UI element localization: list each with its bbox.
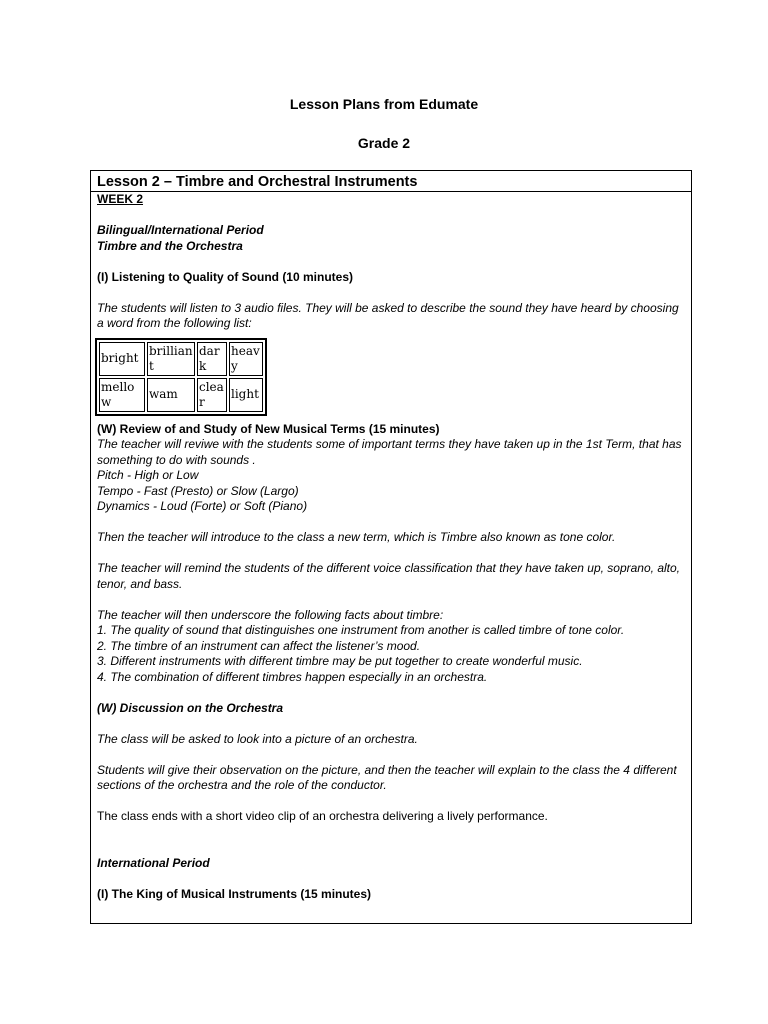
term-item: Pitch - High or Low <box>97 468 199 482</box>
fact-item: 4. The combination of different timbres happen especially in an orchestra. <box>97 669 488 684</box>
section1-title: (I) Listening to Quality of Sound (10 minutes) <box>97 269 353 284</box>
section2-title: (W) Review of and Study of New Musical Terms (15 minutes) <box>97 421 440 436</box>
lesson-subtitle: Timbre and the Orchestra <box>97 238 243 253</box>
word-cell: light <box>229 378 263 412</box>
term-item: Dynamics - Loud (Forte) or Soft (Piano) <box>97 499 308 513</box>
fact-item: 2. The timbre of an instrument can affect the listener’s mood. <box>97 638 421 653</box>
lesson-box <box>90 170 692 924</box>
section2-intro: The teacher will reviwe with the students some of important terms they have taken up in the 1st Term, that has something to do with sounds . <box>97 437 682 467</box>
word-cell: heavy <box>229 342 263 376</box>
document-title: Lesson Plans from Edumate <box>289 96 479 112</box>
voice-text: The teacher will remind the students of the different voice classification that they have taken up, soprano, alto, tenor, and bass. <box>97 561 680 591</box>
grade-heading: Grade 2 <box>357 135 411 151</box>
section3-paragraph: Students will give their observation on the picture, and then the teacher will explain to the class the 4 different sections of the orchestra and the role of the conductor. <box>97 762 677 792</box>
word-cell: wam <box>147 378 195 412</box>
fact-item: 3. Different instruments with different timbre may be put together to create wonderful music. <box>97 654 583 668</box>
week-label: WEEK 2 <box>97 192 144 206</box>
fact-item: 1. The quality of sound that distinguishes one instrument from another is called timbre of tone color. <box>97 623 625 637</box>
period-label: Bilingual/International Period <box>97 223 264 237</box>
table-row <box>99 378 263 412</box>
word-cell: clear <box>197 378 227 412</box>
word-cell: bright <box>99 342 145 376</box>
lesson-body <box>91 192 691 902</box>
timbre-intro: Then the teacher will introduce to the class a new term, which is Timbre also known as tone color. <box>97 530 616 544</box>
word-table <box>95 338 267 416</box>
closing-text: The class ends with a short video clip of an orchestra delivering a lively performance. <box>97 809 548 823</box>
lesson-heading: Lesson 2 – Timbre and Orchestral Instruments <box>91 171 691 192</box>
international-period-label: International Period <box>97 855 210 870</box>
section4-title: (I) The King of Musical Instruments (15 minutes) <box>97 886 372 901</box>
word-cell: mellow <box>99 378 145 412</box>
term-item: Tempo - Fast (Presto) or Slow (Largo) <box>97 483 299 498</box>
section1-text: The students will listen to 3 audio files. They will be asked to describe the sound they have heard by choosing a word from the following list: <box>97 300 679 330</box>
facts-intro: The teacher will then underscore the following facts about timbre: <box>97 607 444 622</box>
word-cell: brilliant <box>147 342 195 376</box>
section3-title: (W) Discussion on the Orchestra <box>97 700 284 715</box>
section3-paragraph: The class will be asked to look into a picture of an orchestra. <box>97 731 418 746</box>
table-row <box>99 342 263 376</box>
word-cell: dark <box>197 342 227 376</box>
